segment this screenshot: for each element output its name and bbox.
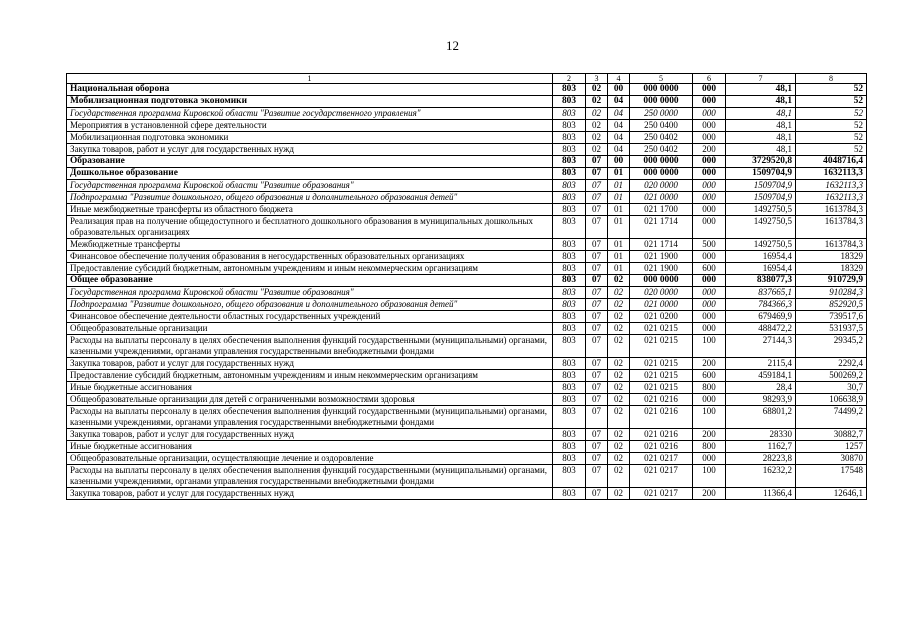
code-cell: 01 (608, 251, 630, 263)
code-cell: 021 0200 (630, 311, 693, 323)
amount-cell: 52 (796, 120, 867, 132)
amount-cell: 910729,9 (796, 275, 867, 287)
row-name: Закупка товаров, работ и услуг для государственных нужд (67, 429, 553, 441)
header-cell: 6 (693, 74, 726, 84)
amount-cell: 838077,3 (726, 275, 796, 287)
code-cell: 000 (693, 394, 726, 406)
table-row (67, 275, 867, 287)
code-cell: 803 (553, 251, 586, 263)
amount-cell: 1492750,5 (726, 204, 796, 216)
row-name: Реализация прав на получение общедоступного и бесплатного дошкольного образования в муниципальных дошкольных образовательных организациях (67, 216, 553, 239)
amount-cell: 784366,3 (726, 299, 796, 311)
amount-cell: 1257 (796, 441, 867, 453)
code-cell: 07 (586, 382, 608, 394)
amount-cell: 16954,4 (726, 251, 796, 263)
amount-cell: 48,1 (726, 120, 796, 132)
row-name: Закупка товаров, работ и услуг для государственных нужд (67, 144, 553, 156)
code-cell: 100 (693, 406, 726, 429)
row-name: Подпрограмма "Развитие дошкольного, общего образования и дополнительного образования детей" (67, 192, 553, 204)
amount-cell: 28223,8 (726, 453, 796, 465)
code-cell: 02 (608, 394, 630, 406)
amount-cell: 837665,1 (726, 287, 796, 299)
code-cell: 803 (553, 429, 586, 441)
code-cell: 04 (608, 108, 630, 120)
code-cell: 00 (608, 84, 630, 96)
code-cell: 021 0216 (630, 394, 693, 406)
row-name: Подпрограмма "Развитие дошкольного, общего образования и дополнительного образования детей" (67, 299, 553, 311)
code-cell: 07 (586, 192, 608, 204)
table-row (67, 251, 867, 263)
code-cell: 02 (608, 429, 630, 441)
amount-cell: 1613784,3 (796, 239, 867, 251)
header-cell: 2 (553, 74, 586, 84)
code-cell: 000 (693, 216, 726, 239)
code-cell: 02 (608, 382, 630, 394)
code-cell: 000 0000 (630, 168, 693, 180)
code-cell: 000 (693, 84, 726, 96)
code-cell: 250 0400 (630, 120, 693, 132)
code-cell: 07 (586, 299, 608, 311)
amount-cell: 18329 (796, 251, 867, 263)
row-name: Общеобразовательные организации, осуществляющие лечение и оздоровление (67, 453, 553, 465)
amount-cell: 1509704,9 (726, 168, 796, 180)
code-cell: 000 (693, 108, 726, 120)
code-cell: 000 (693, 156, 726, 168)
code-cell: 02 (608, 465, 630, 488)
code-cell: 803 (553, 382, 586, 394)
amount-cell: 29345,2 (796, 335, 867, 358)
code-cell: 803 (553, 204, 586, 216)
code-cell: 803 (553, 180, 586, 192)
table-row (67, 204, 867, 216)
code-cell: 000 (693, 120, 726, 132)
code-cell: 020 0000 (630, 287, 693, 299)
code-cell: 803 (553, 335, 586, 358)
code-cell: 000 (693, 192, 726, 204)
amount-cell: 2292,4 (796, 358, 867, 370)
code-cell: 600 (693, 263, 726, 275)
code-cell: 02 (608, 299, 630, 311)
table-row (67, 96, 867, 108)
code-cell: 04 (608, 132, 630, 144)
amount-cell: 16954,4 (726, 263, 796, 275)
code-cell: 803 (553, 275, 586, 287)
code-cell: 021 0217 (630, 453, 693, 465)
row-name: Мобилизационная подготовка экономики (67, 132, 553, 144)
amount-cell: 106638,9 (796, 394, 867, 406)
code-cell: 07 (586, 275, 608, 287)
table-row (67, 192, 867, 204)
code-cell: 000 0000 (630, 156, 693, 168)
table-row (67, 299, 867, 311)
amount-cell: 48,1 (726, 132, 796, 144)
header-row (67, 74, 867, 84)
code-cell: 000 (693, 96, 726, 108)
amount-cell: 30870 (796, 453, 867, 465)
amount-cell: 28,4 (726, 382, 796, 394)
code-cell: 803 (553, 144, 586, 156)
amount-cell: 1632113,3 (796, 180, 867, 192)
table-row (67, 156, 867, 168)
header-cell: 5 (630, 74, 693, 84)
code-cell: 021 1700 (630, 204, 693, 216)
row-name: Национальная оборона (67, 84, 553, 96)
amount-cell: 2115,4 (726, 358, 796, 370)
code-cell: 803 (553, 239, 586, 251)
code-cell: 000 0000 (630, 96, 693, 108)
code-cell: 07 (586, 180, 608, 192)
amount-cell: 459184,1 (726, 370, 796, 382)
code-cell: 021 1900 (630, 251, 693, 263)
amount-cell: 500269,2 (796, 370, 867, 382)
code-cell: 02 (608, 323, 630, 335)
code-cell: 02 (586, 144, 608, 156)
row-name: Расходы на выплаты персоналу в целях обеспечения выполнения функций государственными (муниципальными) органами, казенными учреждениями, органами управления государственными внебюджетными фондами (67, 406, 553, 429)
code-cell: 000 (693, 275, 726, 287)
code-cell: 250 0402 (630, 144, 693, 156)
code-cell: 803 (553, 96, 586, 108)
code-cell: 02 (608, 335, 630, 358)
code-cell: 803 (553, 192, 586, 204)
table-row (67, 335, 867, 358)
code-cell: 02 (586, 84, 608, 96)
code-cell: 000 (693, 251, 726, 263)
amount-cell: 48,1 (726, 96, 796, 108)
code-cell: 000 (693, 453, 726, 465)
table-row (67, 370, 867, 382)
code-cell: 600 (693, 370, 726, 382)
code-cell: 000 (693, 299, 726, 311)
code-cell: 000 (693, 132, 726, 144)
amount-cell: 1613784,3 (796, 216, 867, 239)
amount-cell: 1509704,9 (726, 180, 796, 192)
code-cell: 01 (608, 180, 630, 192)
table-row (67, 453, 867, 465)
table-row (67, 180, 867, 192)
code-cell: 021 0217 (630, 465, 693, 488)
code-cell: 021 0215 (630, 335, 693, 358)
code-cell: 01 (608, 204, 630, 216)
table-row (67, 311, 867, 323)
code-cell: 021 0217 (630, 488, 693, 500)
amount-cell: 679469,9 (726, 311, 796, 323)
code-cell: 100 (693, 335, 726, 358)
code-cell: 021 1714 (630, 216, 693, 239)
amount-cell: 52 (796, 132, 867, 144)
code-cell: 02 (608, 441, 630, 453)
amount-cell: 1509704,9 (726, 192, 796, 204)
amount-cell: 1162,7 (726, 441, 796, 453)
code-cell: 07 (586, 251, 608, 263)
code-cell: 000 0000 (630, 275, 693, 287)
row-name: Иные межбюджетные трансферты из областного бюджета (67, 204, 553, 216)
table-row (67, 108, 867, 120)
code-cell: 021 0000 (630, 192, 693, 204)
amount-cell: 488472,2 (726, 323, 796, 335)
amount-cell: 739517,6 (796, 311, 867, 323)
code-cell: 02 (608, 370, 630, 382)
code-cell: 803 (553, 108, 586, 120)
table-row (67, 239, 867, 251)
code-cell: 803 (553, 465, 586, 488)
code-cell: 803 (553, 453, 586, 465)
code-cell: 020 0000 (630, 180, 693, 192)
amount-cell: 4048716,4 (796, 156, 867, 168)
header-cell: 4 (608, 74, 630, 84)
amount-cell: 11366,4 (726, 488, 796, 500)
code-cell: 04 (608, 96, 630, 108)
table-row (67, 168, 867, 180)
code-cell: 07 (586, 311, 608, 323)
table-row (67, 132, 867, 144)
table-row (67, 287, 867, 299)
header-cell: 7 (726, 74, 796, 84)
table-row (67, 120, 867, 132)
amount-cell: 98293,9 (726, 394, 796, 406)
code-cell: 02 (608, 358, 630, 370)
table-row (67, 84, 867, 96)
code-cell: 02 (608, 453, 630, 465)
code-cell: 803 (553, 406, 586, 429)
code-cell: 000 (693, 323, 726, 335)
code-cell: 01 (608, 263, 630, 275)
code-cell: 250 0402 (630, 132, 693, 144)
code-cell: 07 (586, 441, 608, 453)
code-cell: 01 (608, 239, 630, 251)
code-cell: 200 (693, 429, 726, 441)
row-name: Финансовое обеспечение деятельности областных государственных учреждений (67, 311, 553, 323)
table-row (67, 394, 867, 406)
amount-cell: 910284,3 (796, 287, 867, 299)
amount-cell: 852920,5 (796, 299, 867, 311)
code-cell: 021 0215 (630, 358, 693, 370)
code-cell: 02 (586, 108, 608, 120)
amount-cell: 27144,3 (726, 335, 796, 358)
code-cell: 02 (608, 287, 630, 299)
code-cell: 01 (608, 216, 630, 239)
code-cell: 803 (553, 132, 586, 144)
code-cell: 02 (608, 311, 630, 323)
row-name: Закупка товаров, работ и услуг для государственных нужд (67, 358, 553, 370)
code-cell: 803 (553, 156, 586, 168)
code-cell: 021 0215 (630, 323, 693, 335)
code-cell: 200 (693, 488, 726, 500)
amount-cell: 52 (796, 84, 867, 96)
code-cell: 200 (693, 358, 726, 370)
code-cell: 000 (693, 180, 726, 192)
row-name: Государственная программа Кировской области "Развитие образования" (67, 287, 553, 299)
amount-cell: 12646,1 (796, 488, 867, 500)
code-cell: 803 (553, 168, 586, 180)
row-name: Финансовое обеспечение получения образования в негосударственных образовательных организациях (67, 251, 553, 263)
table-row (67, 488, 867, 500)
code-cell: 07 (586, 406, 608, 429)
code-cell: 00 (608, 156, 630, 168)
row-name: Расходы на выплаты персоналу в целях обеспечения выполнения функций государственными (муниципальными) органами, казенными учреждениями, органами управления государственными внебюджетными фондами (67, 335, 553, 358)
page-number: 12 (446, 38, 459, 53)
amount-cell: 30882,7 (796, 429, 867, 441)
code-cell: 07 (586, 156, 608, 168)
code-cell: 07 (586, 204, 608, 216)
code-cell: 02 (586, 132, 608, 144)
row-name: Иные бюджетные ассигнования (67, 382, 553, 394)
code-cell: 250 0000 (630, 108, 693, 120)
amount-cell: 1492750,5 (726, 239, 796, 251)
table-row (67, 382, 867, 394)
code-cell: 803 (553, 358, 586, 370)
amount-cell: 30,7 (796, 382, 867, 394)
amount-cell: 28330 (726, 429, 796, 441)
row-name: Расходы на выплаты персоналу в целях обеспечения выполнения функций государственными (муниципальными) органами, казенными учреждениями, органами управления государственными внебюджетными фондами (67, 465, 553, 488)
table-row (67, 263, 867, 275)
code-cell: 07 (586, 370, 608, 382)
code-cell: 803 (553, 488, 586, 500)
code-cell: 04 (608, 120, 630, 132)
code-cell: 07 (586, 358, 608, 370)
table-row (67, 216, 867, 239)
table-row (67, 358, 867, 370)
row-name: Предоставление субсидий бюджетным, автономным учреждениям и иным некоммерческим организациям (67, 263, 553, 275)
amount-cell: 18329 (796, 263, 867, 275)
code-cell: 07 (586, 453, 608, 465)
code-cell: 200 (693, 144, 726, 156)
row-name: Закупка товаров, работ и услуг для государственных нужд (67, 488, 553, 500)
code-cell: 07 (586, 335, 608, 358)
header-cell: 8 (796, 74, 867, 84)
code-cell: 021 0216 (630, 406, 693, 429)
header-cell: 1 (67, 74, 553, 84)
code-cell: 04 (608, 144, 630, 156)
code-cell: 02 (608, 406, 630, 429)
code-cell: 07 (586, 488, 608, 500)
table-row (67, 441, 867, 453)
code-cell: 021 0216 (630, 429, 693, 441)
amount-cell: 16232,2 (726, 465, 796, 488)
table-row (67, 406, 867, 429)
row-name: Дошкольное образование (67, 168, 553, 180)
code-cell: 800 (693, 382, 726, 394)
amount-cell: 3729520,8 (726, 156, 796, 168)
code-cell: 021 1714 (630, 239, 693, 251)
code-cell: 000 (693, 168, 726, 180)
code-cell: 500 (693, 239, 726, 251)
amount-cell: 17548 (796, 465, 867, 488)
table-row (67, 429, 867, 441)
amount-cell: 1632113,3 (796, 192, 867, 204)
amount-cell: 1613784,3 (796, 204, 867, 216)
amount-cell: 68801,2 (726, 406, 796, 429)
row-name: Общеобразовательные организации для детей с ограниченными возможностями здоровья (67, 394, 553, 406)
code-cell: 07 (586, 465, 608, 488)
code-cell: 803 (553, 370, 586, 382)
code-cell: 07 (586, 168, 608, 180)
row-name: Мероприятия в установленной сфере деятельности (67, 120, 553, 132)
code-cell: 021 0215 (630, 382, 693, 394)
row-name: Иные бюджетные ассигнования (67, 441, 553, 453)
amount-cell: 52 (796, 108, 867, 120)
table-row (67, 323, 867, 335)
amount-cell: 48,1 (726, 84, 796, 96)
code-cell: 07 (586, 394, 608, 406)
code-cell: 803 (553, 216, 586, 239)
row-name: Общеобразовательные организации (67, 323, 553, 335)
amount-cell: 48,1 (726, 108, 796, 120)
budget-table (66, 73, 867, 500)
amount-cell: 48,1 (726, 144, 796, 156)
amount-cell: 52 (796, 144, 867, 156)
code-cell: 000 (693, 287, 726, 299)
code-cell: 021 1900 (630, 263, 693, 275)
row-name: Государственная программа Кировской области "Развитие образования" (67, 180, 553, 192)
row-name: Мобилизационная подготовка экономики (67, 96, 553, 108)
code-cell: 100 (693, 465, 726, 488)
code-cell: 803 (553, 441, 586, 453)
code-cell: 07 (586, 323, 608, 335)
code-cell: 07 (586, 216, 608, 239)
code-cell: 021 0000 (630, 299, 693, 311)
code-cell: 803 (553, 311, 586, 323)
amount-cell: 531937,5 (796, 323, 867, 335)
code-cell: 800 (693, 441, 726, 453)
code-cell: 02 (608, 275, 630, 287)
code-cell: 02 (586, 96, 608, 108)
code-cell: 07 (586, 287, 608, 299)
code-cell: 07 (586, 429, 608, 441)
amount-cell: 74499,2 (796, 406, 867, 429)
code-cell: 803 (553, 120, 586, 132)
row-name: Межбюджетные трансферты (67, 239, 553, 251)
code-cell: 021 0216 (630, 441, 693, 453)
code-cell: 803 (553, 394, 586, 406)
amount-cell: 52 (796, 96, 867, 108)
code-cell: 021 0215 (630, 370, 693, 382)
code-cell: 07 (586, 263, 608, 275)
row-name: Предоставление субсидий бюджетным, автономным учреждениям и иным некоммерческим организациям (67, 370, 553, 382)
code-cell: 07 (586, 239, 608, 251)
code-cell: 01 (608, 168, 630, 180)
table-row (67, 144, 867, 156)
amount-cell: 1632113,3 (796, 168, 867, 180)
row-name: Образование (67, 156, 553, 168)
table-row (67, 465, 867, 488)
code-cell: 803 (553, 299, 586, 311)
code-cell: 01 (608, 192, 630, 204)
code-cell: 803 (553, 84, 586, 96)
code-cell: 02 (608, 488, 630, 500)
code-cell: 02 (586, 120, 608, 132)
code-cell: 803 (553, 287, 586, 299)
code-cell: 000 (693, 311, 726, 323)
row-name: Общее образование (67, 275, 553, 287)
header-cell: 3 (586, 74, 608, 84)
row-name: Государственная программа Кировской области "Развитие государственного управления" (67, 108, 553, 120)
code-cell: 803 (553, 263, 586, 275)
amount-cell: 1492750,5 (726, 216, 796, 239)
code-cell: 803 (553, 323, 586, 335)
code-cell: 000 0000 (630, 84, 693, 96)
code-cell: 000 (693, 204, 726, 216)
